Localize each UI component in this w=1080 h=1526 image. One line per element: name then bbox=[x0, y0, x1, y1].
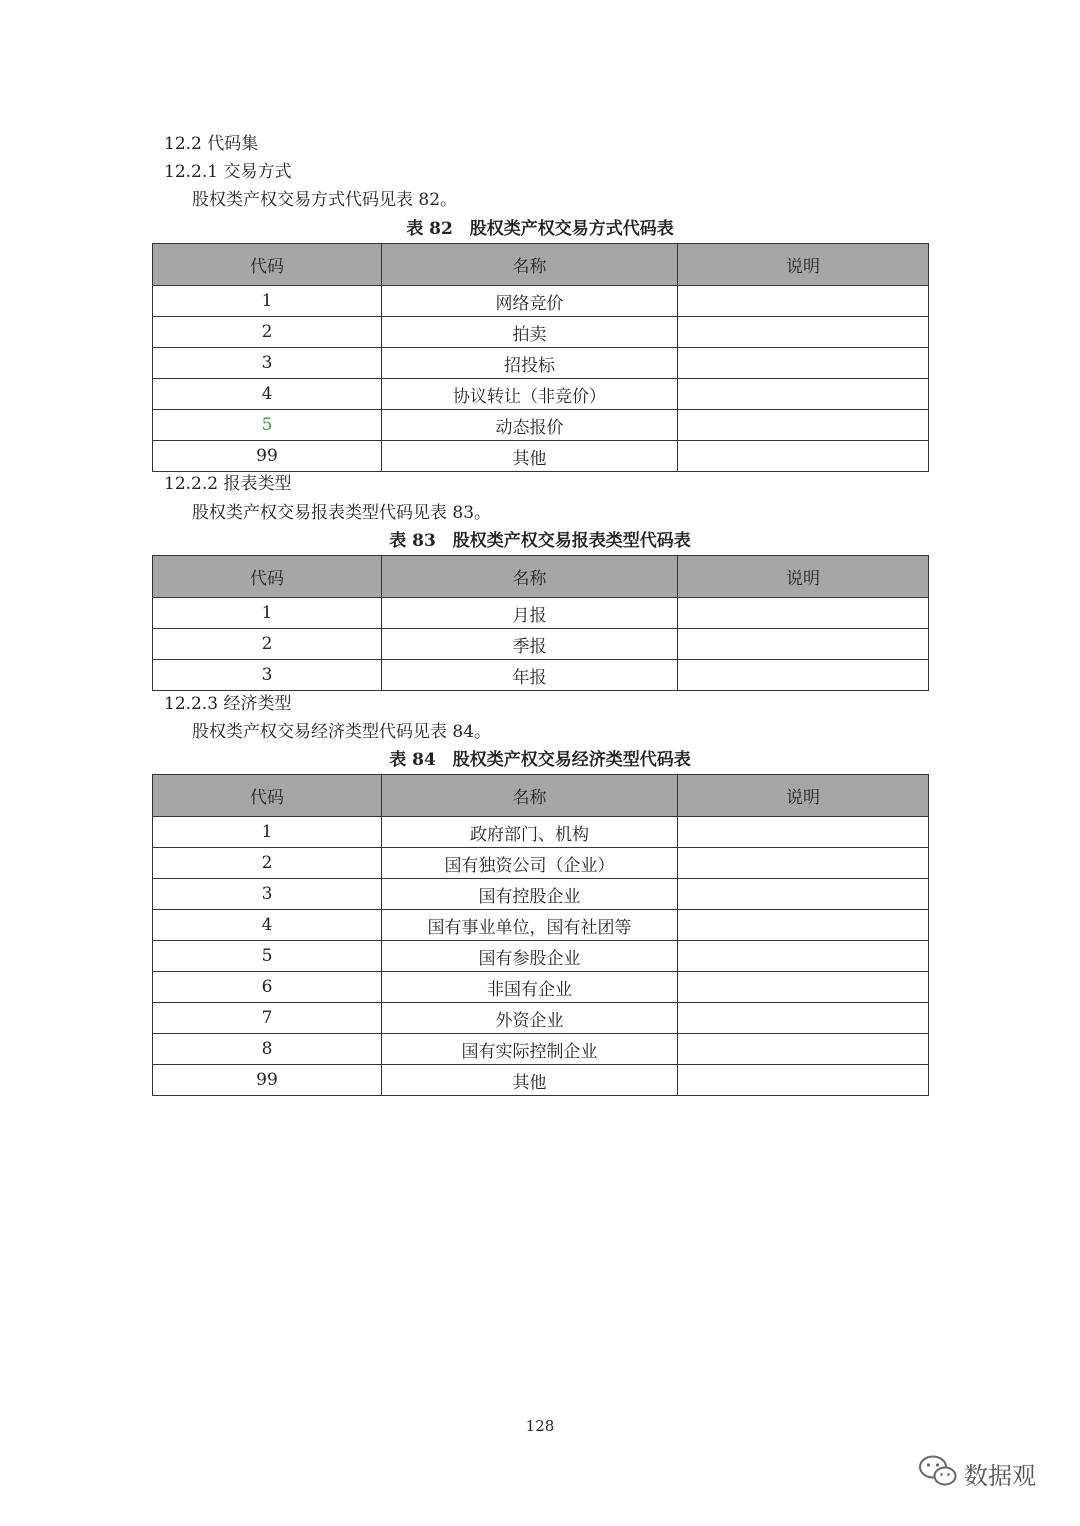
table-row bbox=[153, 410, 929, 441]
cell-code: 5 bbox=[153, 410, 382, 441]
cell-code: 99 bbox=[153, 441, 382, 472]
cell-name: 国有事业单位，国有社团等 bbox=[382, 910, 678, 941]
table-header-row bbox=[153, 556, 929, 598]
cell-description bbox=[678, 848, 929, 879]
cell-description bbox=[678, 972, 929, 1003]
cell-description bbox=[678, 910, 929, 941]
cell-code: 99 bbox=[153, 1065, 382, 1096]
table-row bbox=[153, 286, 929, 317]
table-row bbox=[153, 817, 929, 848]
section-heading-12-2-3: 12.2.3 经济类型 bbox=[164, 694, 292, 714]
cell-name: 拍卖 bbox=[382, 317, 678, 348]
cell-description bbox=[678, 941, 929, 972]
code-table-84 bbox=[152, 774, 929, 1096]
table-row bbox=[153, 848, 929, 879]
table-row bbox=[153, 441, 929, 472]
watermark-text: 数据观 bbox=[964, 1461, 1036, 1490]
cell-description bbox=[678, 379, 929, 410]
section-heading-12-2-1: 12.2.1 交易方式 bbox=[164, 162, 292, 182]
cell-code: 1 bbox=[153, 817, 382, 848]
code-table-82 bbox=[152, 243, 929, 472]
cell-description bbox=[678, 817, 929, 848]
section-heading-12-2-2: 12.2.2 报表类型 bbox=[164, 474, 292, 494]
table-caption-84: 表 84 股权类产权交易经济类型代码表 bbox=[389, 750, 691, 770]
cell-code: 2 bbox=[153, 317, 382, 348]
table-row bbox=[153, 348, 929, 379]
cell-description bbox=[678, 598, 929, 629]
cell-code: 2 bbox=[153, 629, 382, 660]
cell-description bbox=[678, 441, 929, 472]
table-row bbox=[153, 379, 929, 410]
header-name: 名称 bbox=[382, 775, 678, 817]
table-row bbox=[153, 1065, 929, 1096]
cell-code: 4 bbox=[153, 910, 382, 941]
watermark bbox=[918, 1454, 1036, 1492]
cell-code: 3 bbox=[153, 660, 382, 691]
cell-description bbox=[678, 286, 929, 317]
cell-name: 政府部门、机构 bbox=[382, 817, 678, 848]
header-description: 说明 bbox=[678, 244, 929, 286]
cell-name: 招投标 bbox=[382, 348, 678, 379]
table-row bbox=[153, 972, 929, 1003]
code-table-83 bbox=[152, 555, 929, 691]
cell-description bbox=[678, 629, 929, 660]
table-row bbox=[153, 941, 929, 972]
cell-description bbox=[678, 317, 929, 348]
cell-code: 4 bbox=[153, 379, 382, 410]
section-paragraph-12-2-2: 股权类产权交易报表类型代码见表 83。 bbox=[192, 503, 492, 523]
cell-description bbox=[678, 1003, 929, 1034]
header-name: 名称 bbox=[382, 556, 678, 598]
cell-description bbox=[678, 879, 929, 910]
cell-description bbox=[678, 1065, 929, 1096]
wechat-icon bbox=[918, 1454, 958, 1492]
cell-name: 非国有企业 bbox=[382, 972, 678, 1003]
cell-code: 1 bbox=[153, 286, 382, 317]
cell-name: 国有实际控制企业 bbox=[382, 1034, 678, 1065]
cell-name: 网络竞价 bbox=[382, 286, 678, 317]
cell-name: 季报 bbox=[382, 629, 678, 660]
table-row bbox=[153, 598, 929, 629]
cell-description bbox=[678, 410, 929, 441]
header-description: 说明 bbox=[678, 556, 929, 598]
header-description: 说明 bbox=[678, 775, 929, 817]
cell-code: 7 bbox=[153, 1003, 382, 1034]
cell-code: 3 bbox=[153, 879, 382, 910]
table-row bbox=[153, 1034, 929, 1065]
header-code: 代码 bbox=[153, 244, 382, 286]
header-code: 代码 bbox=[153, 775, 382, 817]
header-name: 名称 bbox=[382, 244, 678, 286]
cell-code: 1 bbox=[153, 598, 382, 629]
cell-name: 国有控股企业 bbox=[382, 879, 678, 910]
table-row bbox=[153, 660, 929, 691]
cell-name: 外资企业 bbox=[382, 1003, 678, 1034]
cell-description bbox=[678, 1034, 929, 1065]
cell-description bbox=[678, 660, 929, 691]
cell-code: 8 bbox=[153, 1034, 382, 1065]
table-row bbox=[153, 910, 929, 941]
section-paragraph-12-2-3: 股权类产权交易经济类型代码见表 84。 bbox=[192, 722, 492, 742]
cell-code: 2 bbox=[153, 848, 382, 879]
table-row bbox=[153, 879, 929, 910]
cell-description bbox=[678, 348, 929, 379]
table-caption-83: 表 83 股权类产权交易报表类型代码表 bbox=[389, 531, 691, 551]
section-paragraph-12-2-1: 股权类产权交易方式代码见表 82。 bbox=[192, 190, 458, 210]
table-row bbox=[153, 1003, 929, 1034]
table-row bbox=[153, 317, 929, 348]
cell-name: 国有参股企业 bbox=[382, 941, 678, 972]
table-header-row bbox=[153, 775, 929, 817]
table-header-row bbox=[153, 244, 929, 286]
section-heading-12-2: 12.2 代码集 bbox=[164, 134, 259, 154]
cell-name: 年报 bbox=[382, 660, 678, 691]
cell-name: 国有独资公司（企业） bbox=[382, 848, 678, 879]
cell-code: 3 bbox=[153, 348, 382, 379]
cell-name: 其他 bbox=[382, 1065, 678, 1096]
table-row bbox=[153, 629, 929, 660]
header-code: 代码 bbox=[153, 556, 382, 598]
page-number: 128 bbox=[525, 1417, 555, 1435]
cell-name: 协议转让（非竞价） bbox=[382, 379, 678, 410]
cell-code: 6 bbox=[153, 972, 382, 1003]
cell-name: 其他 bbox=[382, 441, 678, 472]
cell-code: 5 bbox=[153, 941, 382, 972]
table-caption-82: 表 82 股权类产权交易方式代码表 bbox=[406, 219, 674, 239]
cell-name: 月报 bbox=[382, 598, 678, 629]
cell-name: 动态报价 bbox=[382, 410, 678, 441]
